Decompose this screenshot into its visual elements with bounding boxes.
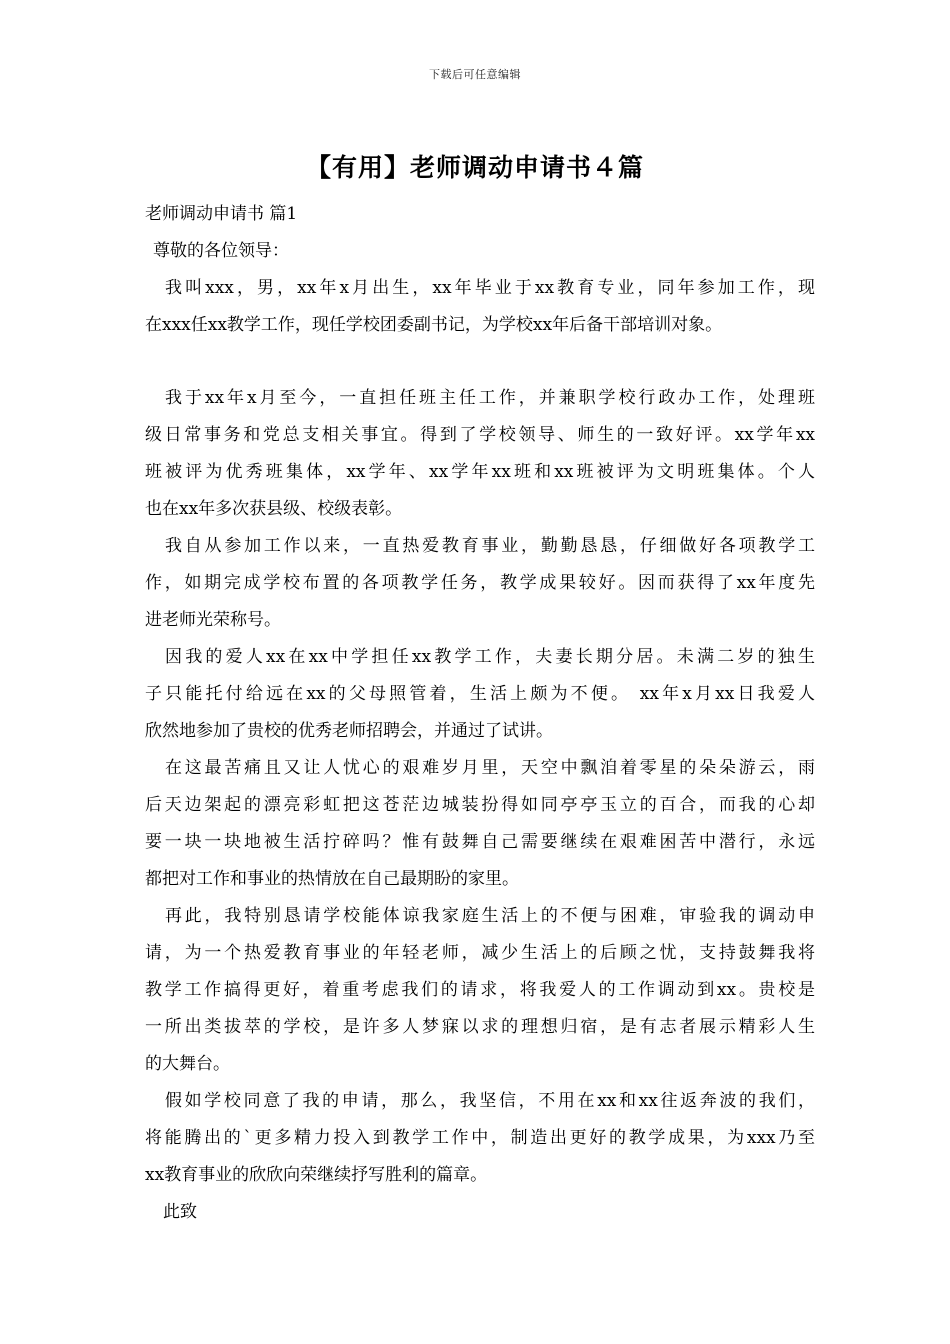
paragraph bbox=[145, 1083, 815, 1194]
paragraph bbox=[145, 528, 815, 639]
paragraph-line: xx教育事业的欣欣向荣继续抒写胜利的篇章。 bbox=[145, 1165, 488, 1185]
blank-line bbox=[145, 344, 815, 380]
paragraph-line: 我于xx年x月至今，一直担任班主任工作，并兼职学校行政办工作，处理班 bbox=[165, 388, 815, 408]
paragraph bbox=[145, 750, 815, 898]
paragraph-line: 请，为一个热爱教育事业的年轻老师，减少生活上的后顾之忧，支持鼓舞我将 bbox=[145, 943, 815, 963]
paragraph-line: 班被评为优秀班集体，xx学年、xx学年xx班和xx班被评为文明班集体。个人 bbox=[145, 462, 815, 482]
document-body bbox=[145, 196, 815, 1231]
paragraph-line: 将能腾出的`更多精力投入到教学工作中，制造出更好的教学成果，为xxx乃至 bbox=[145, 1128, 815, 1148]
paragraph bbox=[145, 898, 815, 1083]
paragraph-line: 因我的爱人xx在xx中学担任xx教学工作，夫妻长期分居。未满二岁的独生 bbox=[165, 647, 815, 667]
paragraph-line: 进老师光荣称号。 bbox=[145, 610, 281, 630]
header-note: 下载后可任意编辑 bbox=[429, 68, 521, 81]
paragraph-line: 欣然地参加了贵校的优秀老师招聘会，并通过了试讲。 bbox=[145, 721, 553, 741]
paragraph bbox=[145, 380, 815, 528]
paragraph-line: 教学工作搞得更好，着重考虑我们的请求，将我爱人的工作调动到xx。贵校是 bbox=[145, 980, 815, 1000]
paragraph-line: 要一块一块地被生活拧碎吗？惟有鼓舞自己需要继续在艰难困苦中潜行，永远 bbox=[145, 832, 815, 852]
paragraph-line: 我自从参加工作以来，一直热爱教育事业，勤勤恳恳，仔细做好各项教学工 bbox=[165, 536, 815, 556]
paragraph-line: 也在xx年多次获县级、校级表彰。 bbox=[145, 499, 403, 519]
paragraph-line: 再此，我特别恳请学校能体谅我家庭生活上的不便与困难，审验我的调动申 bbox=[165, 906, 815, 926]
paragraph-line: 在这最苦痛且又让人忧心的艰难岁月里，天空中飘洎着零星的朵朵游云，雨 bbox=[165, 758, 815, 778]
document-title: 【有用】老师调动申请书４篇 bbox=[305, 153, 644, 182]
paragraph-line: 我叫xxx，男，xx年x月出生，xx年毕业于xx教育专业，同年参加工作，现 bbox=[165, 278, 815, 298]
paragraph bbox=[145, 639, 815, 750]
section-heading: 老师调动申请书 篇1 bbox=[145, 204, 298, 224]
paragraph-line: 假如学校同意了我的申请，那么，我坚信，不用在xx和xx往返奔波的我们， bbox=[165, 1091, 815, 1111]
paragraph-line: 都把对工作和事业的热情放在自己最期盼的家里。 bbox=[145, 869, 519, 889]
salutation: 尊敬的各位领导： bbox=[153, 241, 289, 261]
closing: 此致 bbox=[163, 1202, 197, 1222]
paragraph-line: 的大舞台。 bbox=[145, 1054, 230, 1074]
paragraph-line: 一所出类拔萃的学校，是许多人梦寐以求的理想归宿，是有志者展示精彩人生 bbox=[145, 1017, 815, 1037]
paragraph-line: 级日常事务和党总支相关事宜。得到了学校领导、师生的一致好评。xx学年xx bbox=[145, 425, 815, 445]
paragraph bbox=[145, 270, 815, 344]
paragraph-line: 作，如期完成学校布置的各项教学任务，教学成果较好。因而获得了xx年度先 bbox=[145, 573, 815, 593]
paragraph-line: 后天边架起的漂亮彩虹把这苍茫边城装扮得如同亭亭玉立的百合，而我的心却 bbox=[145, 795, 815, 815]
paragraph-line: 子只能托付给远在xx的父母照管着，生活上颇为不便。 xx年x月xx日我爱人 bbox=[145, 684, 815, 704]
paragraph-line: 在xxx任xx教学工作，现任学校团委副书记，为学校xx年后备干部培训对象。 bbox=[145, 315, 723, 335]
